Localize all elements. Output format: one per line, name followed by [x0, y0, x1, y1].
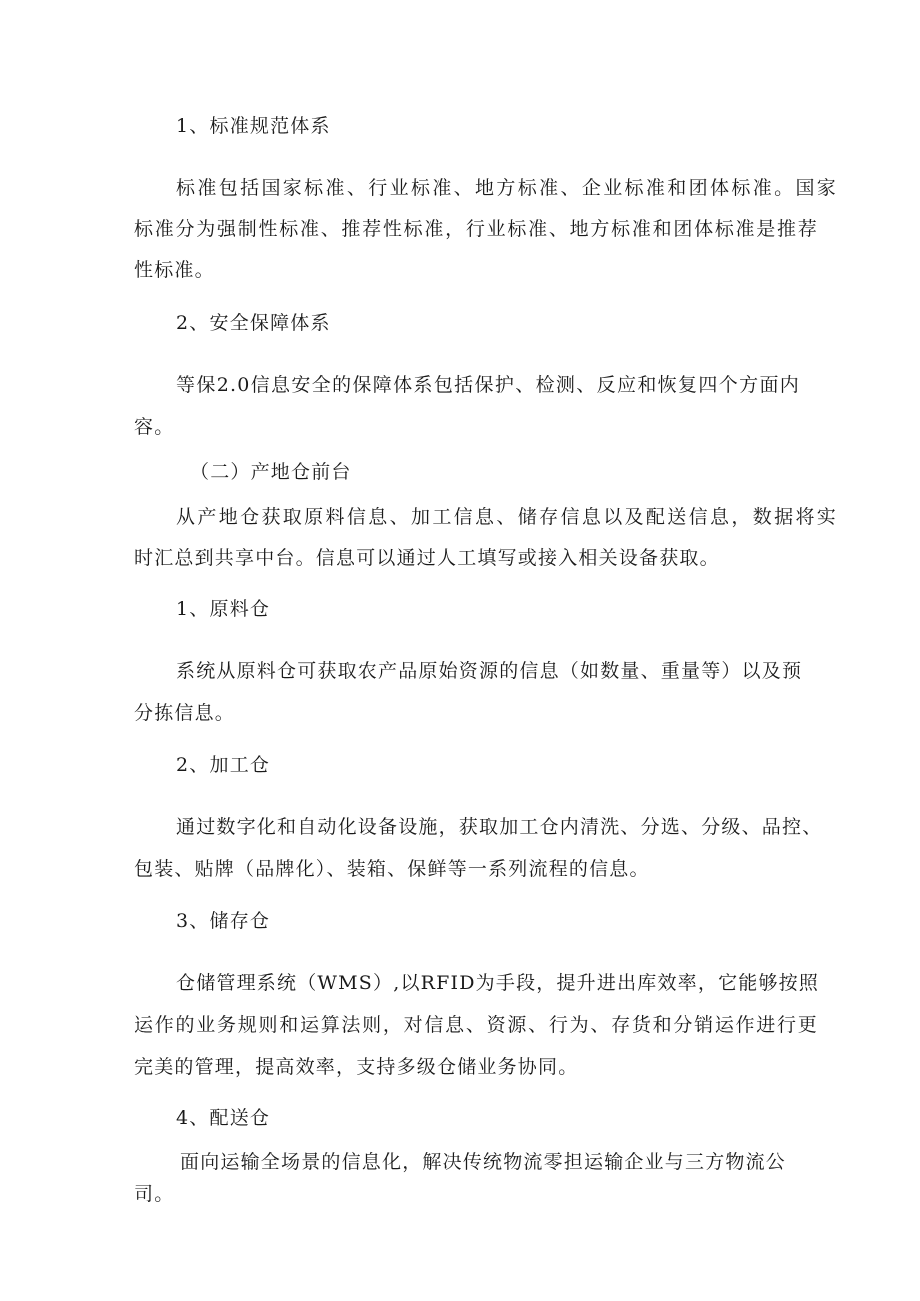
- paragraph-line: 从产地仓获取原料信息、加工信息、储存信息以及配送信息，数据将实: [176, 506, 837, 528]
- paragraph-line: 包装、贴牌（品牌化）、装箱、保鲜等一系列流程的信息。: [134, 858, 650, 880]
- paragraph-line: 面向运输全场景的信息化，解决传统物流零担运输企业与三方物流公: [180, 1151, 787, 1173]
- paragraph-line: 标准分为强制性标准、推荐性标准，行业标准、地方标准和团体标准是推荐: [134, 218, 818, 240]
- section-heading-processing: 2、加工仓: [176, 754, 271, 776]
- paragraph-line: 分拣信息。: [134, 702, 236, 724]
- paragraph-line: 司。: [134, 1183, 175, 1205]
- paragraph-line: 仓储管理系统（WMS）,以RFID为手段，提升进出库效率，它能够按照: [176, 972, 820, 994]
- section-heading-raw-material: 1、原料仓: [176, 598, 271, 620]
- section-heading-distribution: 4、配送仓: [176, 1107, 271, 1129]
- paragraph-line: 等保2.0信息安全的保障体系包括保护、检测、反应和恢复四个方面内: [176, 374, 800, 396]
- paragraph-line: 完美的管理，提高效率，支持多级仓储业务协同。: [134, 1056, 579, 1078]
- section-heading-standards: 1、标准规范体系: [176, 115, 331, 137]
- section-heading-security: 2、安全保障体系: [176, 312, 331, 334]
- paragraph-line: 时汇总到共享中台。信息可以通过人工填写或接入相关设备获取。: [134, 547, 720, 569]
- paragraph-line: 标准包括国家标准、行业标准、地方标准、企业标准和团体标准。国家: [176, 177, 837, 199]
- paragraph-line: 系统从原料仓可获取农产品原始资源的信息（如数量、重量等）以及预: [176, 660, 803, 682]
- paragraph-line: 性标准。: [134, 259, 215, 281]
- section-heading-origin-warehouse: （二）产地仓前台: [190, 461, 352, 483]
- paragraph-line: 容。: [134, 416, 175, 438]
- section-heading-storage: 3、储存仓: [176, 910, 271, 932]
- paragraph-line: 运作的业务规则和运算法则，对信息、资源、行为、存货和分销运作进行更: [134, 1014, 818, 1036]
- paragraph-line: 通过数字化和自动化设备设施，获取加工仓内清洗、分选、分级、品控、: [176, 816, 823, 838]
